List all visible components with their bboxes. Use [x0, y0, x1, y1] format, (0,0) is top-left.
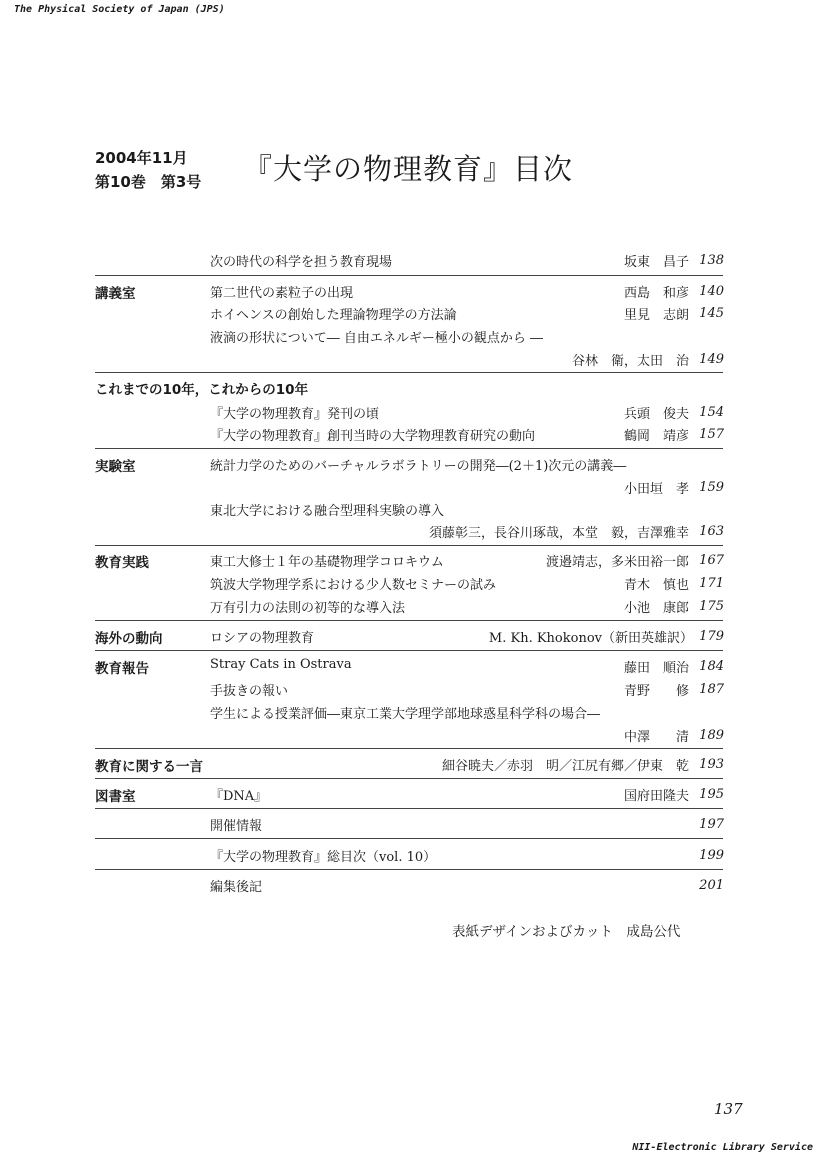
toc-entry-title[interactable]: 次の時代の科学を担う教育現場: [210, 255, 393, 270]
toc-entry-author: 須藤彰三，長谷川琢哉，本堂 毅，吉澤雅幸: [428, 526, 689, 541]
toc-entry-author: 小田垣 孝: [623, 482, 689, 497]
issue-date: 2004年11月: [95, 149, 188, 167]
toc-entry-title[interactable]: 液滴の形状について― 自由エネルギー極小の観点から ―: [210, 331, 544, 346]
toc-entry-page: 195: [699, 787, 724, 802]
toc-entry-page: 171: [699, 576, 724, 591]
toc-entry-title[interactable]: 『DNA』: [210, 789, 268, 804]
toc-entry-author: 青野 修: [623, 684, 689, 699]
toc-entry-title[interactable]: 第二世代の素粒子の出現: [210, 286, 354, 301]
toc-entry-page: 197: [699, 817, 724, 832]
library-footer: NII-Electronic Library Service: [632, 1142, 813, 1153]
toc-entry-title[interactable]: 学生による授業評価―東京工業大学理学部地球惑星科学科の場合―: [210, 707, 601, 722]
toc-entry-page: 157: [699, 427, 724, 442]
toc-entry-author: M. Kh. Khokonov（新田英雄訳）: [488, 631, 693, 646]
issue-volume: 第10巻 第3号: [95, 173, 202, 191]
toc-entry-author: 坂東 昌子: [623, 255, 689, 270]
toc-entry-title[interactable]: ホイヘンスの創始した理論物理学の方法論: [210, 308, 457, 323]
toc-entry-page: 167: [699, 553, 724, 568]
section-report: 教育報告: [95, 661, 149, 677]
toc-entry-page: 189: [699, 728, 724, 743]
section-practice: 教育実践: [95, 555, 149, 571]
toc-entry-page: 201: [699, 878, 724, 893]
toc-entry-title[interactable]: ロシアの物理教育: [210, 631, 315, 646]
toc-entry-page: 179: [699, 629, 724, 644]
divider: [95, 275, 723, 276]
toc-entry-author: 谷林 衛，太田 治: [571, 354, 689, 369]
toc-entry-title[interactable]: 筑波大学物理学系における少人数セミナーの試み: [210, 578, 497, 593]
toc-entry-title[interactable]: 東北大学における融合型理科実験の導入: [210, 504, 445, 519]
toc-entry-title[interactable]: Stray Cats in Ostrava: [210, 657, 352, 672]
cover-design-credit: 表紙デザインおよびカット 成島公代: [452, 924, 681, 940]
section-library: 図書室: [95, 789, 136, 805]
toc-entry-title[interactable]: 開催情報: [210, 819, 263, 834]
toc-entry-title[interactable]: 東工大修士１年の基礎物理学コロキウム: [210, 555, 444, 570]
toc-entry-author: 藤田 順治: [623, 661, 689, 676]
section-lecture: 講義室: [95, 286, 136, 302]
toc-entry-page: 140: [699, 284, 724, 299]
toc-entry-title[interactable]: 『大学の物理教育』総目次（vol. 10）: [210, 850, 437, 865]
toc-entry-author: 国府田隆夫: [623, 789, 689, 804]
section-overseas: 海外の動向: [95, 631, 163, 647]
divider: [95, 448, 723, 449]
section-word: 教育に関する一言: [95, 759, 203, 775]
section-experiment: 実験室: [95, 459, 136, 475]
toc-entry-page: 193: [699, 757, 724, 772]
section-past-future: これまでの10年，これからの10年: [95, 382, 309, 398]
divider: [95, 620, 723, 621]
toc-entry-title[interactable]: 統計力学のためのバーチャルラボラトリーの開発―(2＋1)次元の講義―: [210, 459, 627, 474]
divider: [95, 778, 723, 779]
divider: [95, 808, 723, 809]
toc-entry-title[interactable]: 手抜きの報い: [210, 684, 289, 699]
toc-entry-page: 163: [699, 524, 724, 539]
toc-entry-author: 細谷暁夫／赤羽 明／江尻有郷／伊東 乾: [441, 759, 689, 774]
toc-entry-page: 154: [699, 405, 724, 420]
toc-entry-page: 145: [699, 306, 724, 321]
page-number: 137: [714, 1100, 743, 1118]
toc-entry-page: 138: [699, 253, 724, 268]
toc-entry-author: 中澤 清: [623, 730, 689, 745]
toc-entry-title[interactable]: 『大学の物理教育』発刊の頃: [210, 407, 380, 422]
divider: [95, 545, 723, 546]
toc-entry-author: 兵頭 俊夫: [623, 407, 689, 422]
divider: [95, 838, 723, 839]
toc-entry-title[interactable]: 編集後記: [210, 880, 263, 895]
toc-entry-title[interactable]: 万有引力の法則の初等的な導入法: [210, 601, 406, 616]
toc-entry-page: 175: [699, 599, 724, 614]
toc-entry-page: 184: [699, 659, 724, 674]
toc-entry-author: 渡邉靖志，多米田裕一郎: [545, 555, 689, 570]
divider: [95, 650, 723, 651]
toc-entry-page: 159: [699, 480, 724, 495]
divider: [95, 869, 723, 870]
toc-entry-author: 小池 康郎: [623, 601, 689, 616]
toc-entry-author: 青木 慎也: [623, 578, 689, 593]
toc-entry-page: 149: [699, 352, 724, 367]
toc-entry-page: 199: [699, 848, 724, 863]
divider: [95, 748, 723, 749]
toc-entry-page: 187: [699, 682, 724, 697]
divider: [95, 372, 723, 373]
toc-entry-author: 里見 志朗: [623, 308, 689, 323]
page-title: 『大学の物理教育』目次: [243, 152, 574, 186]
toc-entry-author: 鶴岡 靖彦: [623, 429, 689, 444]
toc-entry-title[interactable]: 『大学の物理教育』創刊当時の大学物理教育研究の動向: [210, 429, 536, 444]
toc-entry-author: 西島 和彦: [623, 286, 689, 301]
publisher-header: The Physical Society of Japan (JPS): [14, 4, 225, 15]
